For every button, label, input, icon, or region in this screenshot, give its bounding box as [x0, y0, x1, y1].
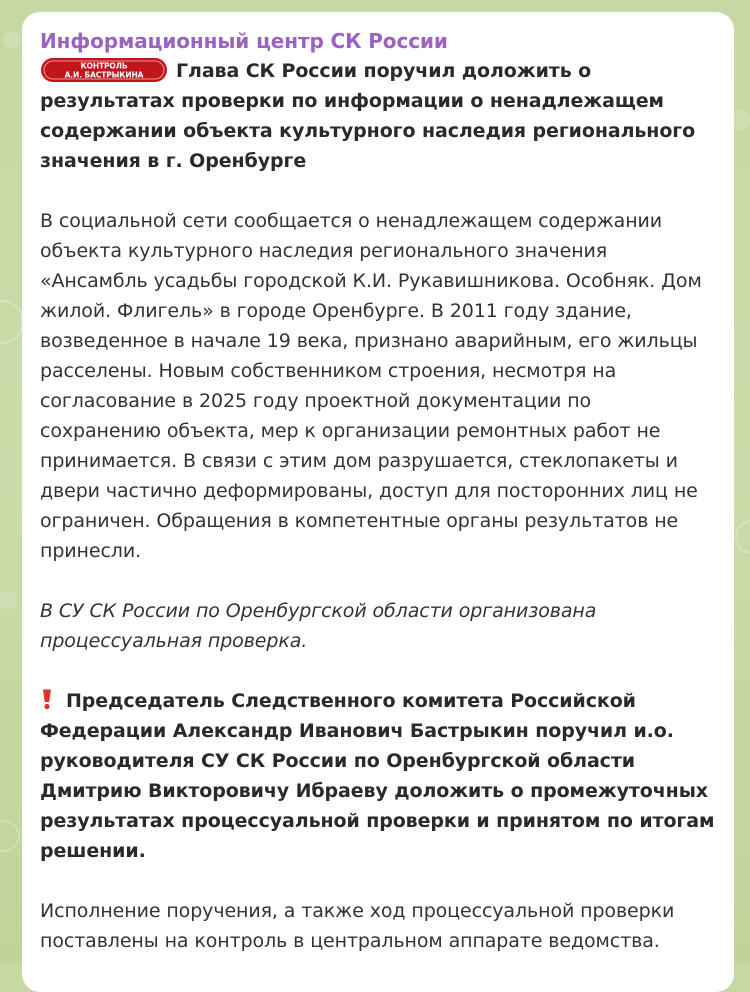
closing-paragraph: Исполнение поручения, а также ход процессуальной проверки поставлены на контроль в центральном аппарате ведомства. [40, 900, 675, 952]
badge-line2: А.И. БАСТРЫКИНА [64, 70, 144, 79]
wallpaper-doodle [0, 300, 24, 344]
channel-name-link[interactable]: Информационный центр СК России [40, 29, 448, 53]
post-body-paragraph: В социальной сети сообщается о ненадлежащем содержании объекта культурного наследия регионального значения «Ансамбль усадьбы городской К.И. Рукавишникова. Особняк. Дом жилой. Флигель» в городе Оренбурге. В 2011 году здание, возведенное в начале 19 века, признано аварийным, его жильцы расселены. Новым собственником строения, несмотря на согласование в 2025 году проектной документации по сохранению объекта, мер к организации ремонтных работ не принимается. В связи с этим дом разрушается, стеклопакеты и двери частично деформированы, доступ для посторонних лиц не ограничен. Обращения в компетентные органы результатов не принесли. [40, 210, 702, 562]
paragraph-gap [40, 176, 716, 206]
post-headline [40, 56, 716, 176]
order-paragraph [40, 686, 716, 866]
wallpaper-doodle [735, 520, 750, 554]
paragraph-gap [40, 566, 716, 596]
badge-line1: КОНТРОЛЬ [80, 61, 128, 70]
order-text: Председатель Следственного комитета Российской Федерации Александр Иванович Бастрыкин поручил и.о. руководителя СУ СК России по Оренбургской области Дмитрию Викторовичу Ибраеву доложить о промежуточных результатах процессуальной проверки и принятом по итогам решении. [40, 690, 715, 862]
headline-text: Глава СК России поручил доложить о результатах проверки по информации о ненадлежащем содержании объекта культурного наследия регионального значения в г. Оренбурге [40, 60, 696, 172]
control-bastrykin-badge-icon [40, 57, 168, 83]
paragraph-gap [40, 656, 716, 686]
exclamation-icon [40, 688, 54, 710]
paragraph-gap [40, 866, 716, 896]
wallpaper-doodle [0, 820, 20, 852]
italic-note: В СУ СК России по Оренбургской области организована процессуальная проверка. [40, 600, 597, 652]
message-bubble[interactable] [22, 12, 734, 992]
